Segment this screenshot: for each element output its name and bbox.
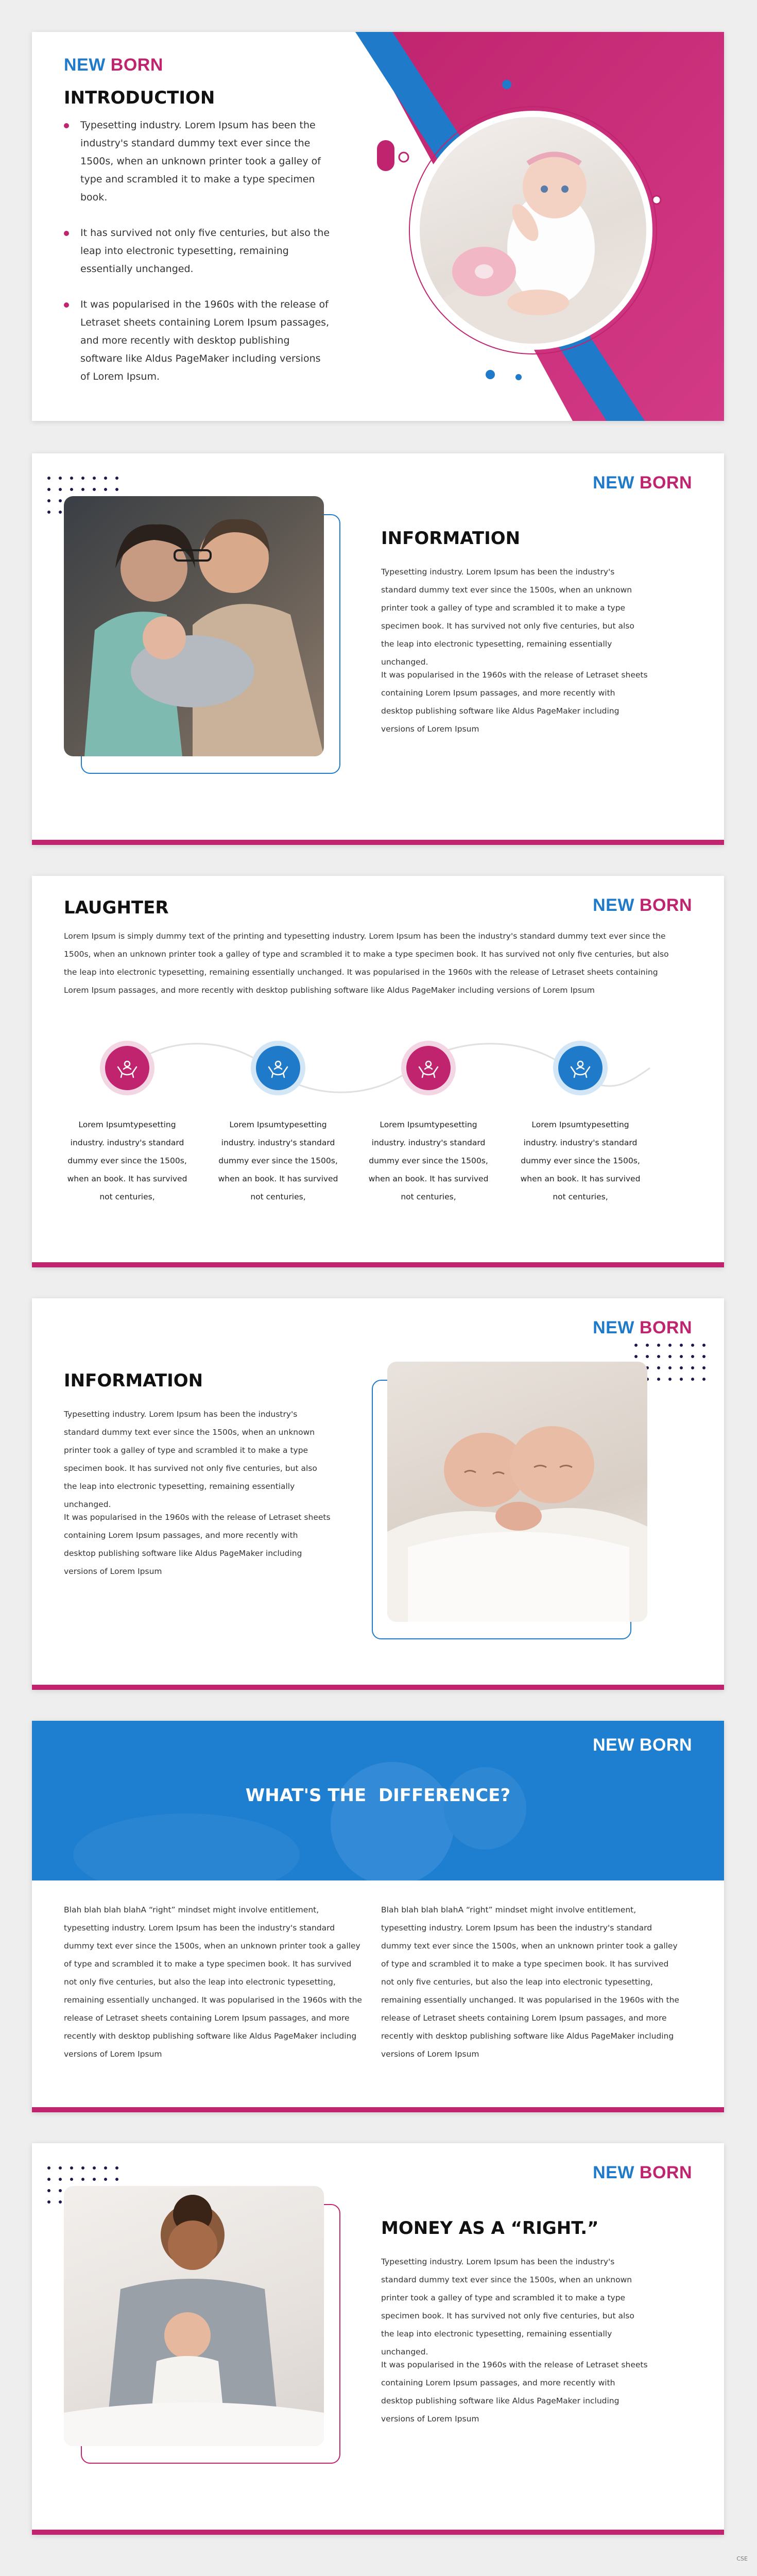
difference-column-1: Blah blah blah blahA “right” mindset might involve entitlement, typesetting industry. Lorem Ipsum has been the industry's standard dummy text ever since the 1500s, when an unknown printer took a galley of type and scrambled it to make a type specimen book. It has survived not only five centuries, but also the leap into electronic typesetting, remaining essentially unchanged. It was popularised in the 1960s with the release of Letraset sheets containing Lorem Ipsum passages, and more recently with desktop publishing software like Aldus PageMaker including versions of Lorem Ipsum	[64, 1905, 362, 2059]
step-4	[513, 1041, 647, 1206]
step-1	[60, 1041, 194, 1206]
brand-new: NEW	[593, 2163, 634, 2182]
brand-logo	[593, 1735, 692, 1755]
hands-baby-icon	[266, 1056, 290, 1080]
slide-bottom-bar	[32, 2530, 724, 2535]
info-title: INFORMATION	[64, 1370, 203, 1391]
intro-photo	[420, 117, 646, 344]
twins-photo-icon	[387, 1362, 647, 1622]
slide-bottom-bar	[32, 1262, 724, 1267]
hands-baby-icon	[568, 1056, 593, 1080]
mother-baby-photo	[64, 2186, 324, 2446]
brand-born: BORN	[639, 2163, 692, 2182]
baby-photo-icon	[420, 117, 646, 344]
slide-bottom-bar	[32, 2107, 724, 2112]
step-text: Lorem Ipsumtypesetting industry. industry's standard dummy ever since the 1500s, when an book. It has survived not centuries,	[520, 1120, 641, 1201]
brand-born: BORN	[639, 1318, 692, 1337]
laughter-intro: Lorem Ipsum is simply dummy text of the printing and typesetting industry. Lorem Ipsum has been the industry's standard dummy text ever since the 1500s, when an unknown printer took a galley of type and scrambled it to make a type specimen book. It has survived not only five centuries, but also the leap into electronic typesetting, remaining essentially unchanged. It was popularised in the 1960s with the release of Letraset sheets containing Lorem Ipsum passages, and more recently with desktop publishing software like Aldus PageMaker including versions of Lorem Ipsum	[64, 931, 669, 995]
list-item: It has survived not only five centuries, but also the leap into electronic typesetting, remaining essentially unchanged.	[64, 224, 332, 278]
brand-born: BORN	[639, 473, 692, 493]
slide-bottom-bar	[32, 840, 724, 845]
brand-born: BORN	[639, 1735, 692, 1755]
brand-new: NEW	[593, 1318, 634, 1337]
brand-logo	[593, 2163, 692, 2183]
brand-born: BORN	[639, 895, 692, 915]
slide-laughter	[32, 876, 724, 1267]
intro-bullet-list	[64, 116, 332, 403]
brand-new: NEW	[64, 55, 106, 75]
brand-logo	[593, 895, 692, 916]
difference-banner	[32, 1721, 724, 1880]
brand-logo	[593, 473, 692, 493]
step-circle	[100, 1041, 154, 1095]
brand-new: NEW	[593, 1735, 634, 1755]
slide-introduction	[32, 32, 724, 421]
step-2	[211, 1041, 345, 1206]
brand-new: NEW	[593, 895, 634, 915]
slide-information-twins	[32, 1298, 724, 1690]
info-title: INFORMATION	[381, 528, 521, 549]
step-text: Lorem Ipsumtypesetting industry. industry's standard dummy ever since the 1500s, when an book. It has survived not centuries,	[368, 1120, 489, 1201]
info-paragraph-2: It was popularised in the 1960s with the release of Letraset sheets containing Lorem Ipsum passages, and more recently with desktop publishing software like Aldus PageMaker including versions of Lorem Ipsum	[64, 1513, 331, 1576]
hands-baby-icon	[115, 1056, 140, 1080]
intro-title: INTRODUCTION	[64, 88, 215, 108]
step-text: Lorem Ipsumtypesetting industry. industry's standard dummy ever since the 1500s, when an book. It has survived not centuries,	[67, 1120, 187, 1201]
brand-born: BORN	[110, 55, 163, 75]
info-paragraph-2: It was popularised in the 1960s with the release of Letraset sheets containing Lorem Ipsum passages, and more recently with desktop publishing software like Aldus PageMaker including versions of Lorem Ipsum	[381, 670, 648, 734]
hands-baby-icon	[416, 1056, 441, 1080]
info-paragraph-1: Typesetting industry. Lorem Ipsum has been the industry's standard dummy text ever since the 1500s, when an unknown printer took a galley of type and scrambled it to make a type specimen book. It has survived not only five centuries, but also the leap into electronic typesetting, remaining essentially unchanged.	[64, 1410, 317, 1509]
slide-bottom-bar	[32, 1685, 724, 1690]
laughter-title: LAUGHTER	[64, 897, 169, 918]
family-photo	[64, 496, 324, 756]
twins-photo	[387, 1362, 647, 1622]
slide-money-right	[32, 2143, 724, 2535]
slide-information-family	[32, 453, 724, 845]
step-circle	[251, 1041, 305, 1095]
slide-difference	[32, 1721, 724, 2112]
difference-column-2: Blah blah blah blahA “right” mindset might involve entitlement, typesetting industry. Lorem Ipsum has been the industry's standard dummy text ever since the 1500s, when an unknown printer took a galley of type and scrambled it to make a type specimen book. It has survived not only five centuries, but also the leap into electronic typesetting, remaining essentially unchanged. It was popularised in the 1960s with the release of Letraset sheets containing Lorem Ipsum passages, and more recently with desktop publishing software like Aldus PageMaker including versions of Lorem Ipsum	[381, 1905, 679, 2059]
list-item: Typesetting industry. Lorem Ipsum has been the industry's standard dummy text ever since the 1500s, when an unknown printer took a galley of type and scrambled it to make a type specimen book.	[64, 116, 332, 207]
step-3	[362, 1041, 495, 1206]
mother-baby-photo-icon	[64, 2186, 324, 2446]
watermark: CSE	[736, 2555, 748, 2562]
step-circle	[553, 1041, 608, 1095]
difference-title: WHAT'S THE DIFFERENCE?	[245, 1785, 511, 1806]
list-item: It was popularised in the 1960s with the release of Letraset sheets containing Lorem Ipsum passages, and more recently with desktop publishing software like Aldus PageMaker including versions of Lorem Ipsum.	[64, 296, 332, 386]
step-circle	[401, 1041, 456, 1095]
money-paragraph-1: Typesetting industry. Lorem Ipsum has been the industry's standard dummy text ever since the 1500s, when an unknown printer took a galley of type and scrambled it to make a type specimen book. It has survived not only five centuries, but also the leap into electronic typesetting, remaining essentially unchanged.	[381, 2257, 634, 2357]
step-text: Lorem Ipsumtypesetting industry. industry's standard dummy ever since the 1500s, when an book. It has survived not centuries,	[218, 1120, 338, 1201]
brand-new: NEW	[593, 473, 634, 493]
money-paragraph-2: It was popularised in the 1960s with the release of Letraset sheets containing Lorem Ipsum passages, and more recently with desktop publishing software like Aldus PageMaker including versions of Lorem Ipsum	[381, 2360, 648, 2424]
family-photo-icon	[64, 496, 324, 756]
brand-logo	[64, 55, 163, 75]
info-paragraph-1: Typesetting industry. Lorem Ipsum has been the industry's standard dummy text ever since the 1500s, when an unknown printer took a galley of type and scrambled it to make a type specimen book. It has survived not only five centuries, but also the leap into electronic typesetting, remaining essentially unchanged.	[381, 567, 634, 667]
money-title: MONEY AS A “RIGHT.”	[381, 2218, 599, 2239]
brand-logo	[593, 1318, 692, 1338]
